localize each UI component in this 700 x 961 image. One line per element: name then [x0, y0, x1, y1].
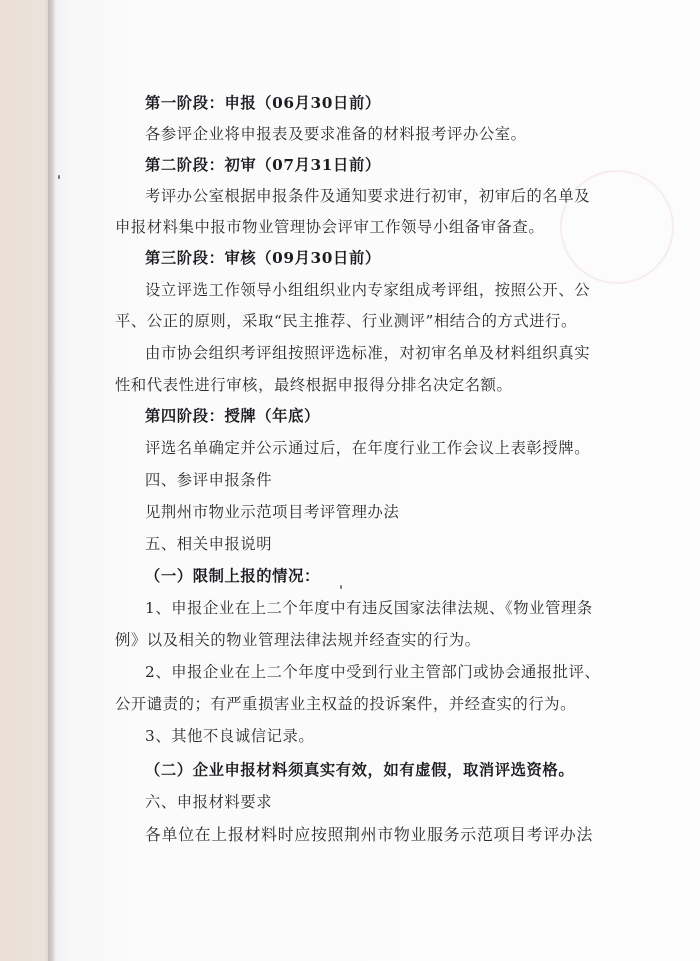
stage-3-heading: 第三阶段：审核（09月30日前）	[145, 249, 381, 267]
stage-3-text-line-4: 性和代表性进行审核，最终根据申报得分排名决定名额。	[115, 376, 513, 394]
stage-4-text: 评选名单确定并公示通过后，在年度行业工作会议上表彰授牌。	[145, 439, 591, 457]
stage-2-heading: 第二阶段：初审（07月31日前）	[145, 156, 381, 174]
stage-2-text-line-1: 考评办公室根据申报条件及通知要求进行初审，初审后的名单及	[145, 187, 591, 205]
stage-2-text-line-2: 申报材料集中报市物业管理协会评审工作领导小组备审备查。	[115, 218, 545, 236]
section-4-heading: 四、参评申报条件	[145, 471, 273, 489]
section-6-heading: 六、申报材料要求	[145, 793, 273, 811]
stage-3-text-line-2: 平、公正的原则，采取“民主推荐、行业测评”相结合的方式进行。	[115, 312, 577, 330]
scan-speck	[340, 585, 342, 589]
stage-4-heading: 第四阶段：授牌（年底）	[145, 407, 320, 425]
section-5-heading: 五、相关申报说明	[145, 535, 273, 553]
stage-3-text-line-3: 由市协会组织考评组按照评选标准，对初审名单及材料组织真实	[145, 344, 591, 362]
stage-1-text: 各参评企业将申报表及要求准备的材料报考评办公室。	[145, 125, 527, 143]
stage-3-text-line-1: 设立评选工作领导小组组织业内专家组成考评组，按照公开、公	[145, 281, 591, 299]
section-4-text: 见荆州市物业示范项目考评管理办法	[145, 503, 400, 521]
stage-1-heading: 第一阶段：申报（06月30日前）	[145, 94, 381, 112]
section-6-text: 各单位在上报材料时应按照荆州市物业服务示范项目考评办法	[145, 825, 594, 844]
item-3: 3、其他不良诚信记录。	[145, 727, 315, 745]
subsection-1-heading: （一）限制上报的情况：	[145, 567, 320, 585]
item-1-line-2: 例》以及相关的物业管理法律法规并经查实的行为。	[115, 631, 481, 649]
binding-edge-shadow	[48, 0, 56, 961]
subsection-2-text: （二）企业申报材料须真实有效，如有虚假，取消评选资格。	[145, 761, 575, 779]
item-1-line-1: 1、申报企业在上二个年度中有违反国家法律法规、《物业管理条	[145, 599, 593, 617]
item-2-line-1: 2、申报企业在上二个年度中受到行业主管部门或协会通报批评、	[145, 663, 601, 681]
scan-speck	[58, 175, 60, 179]
item-2-line-2: 公开谴责的；有严重损害业主权益的投诉案件，并经查实的行为。	[115, 695, 577, 713]
